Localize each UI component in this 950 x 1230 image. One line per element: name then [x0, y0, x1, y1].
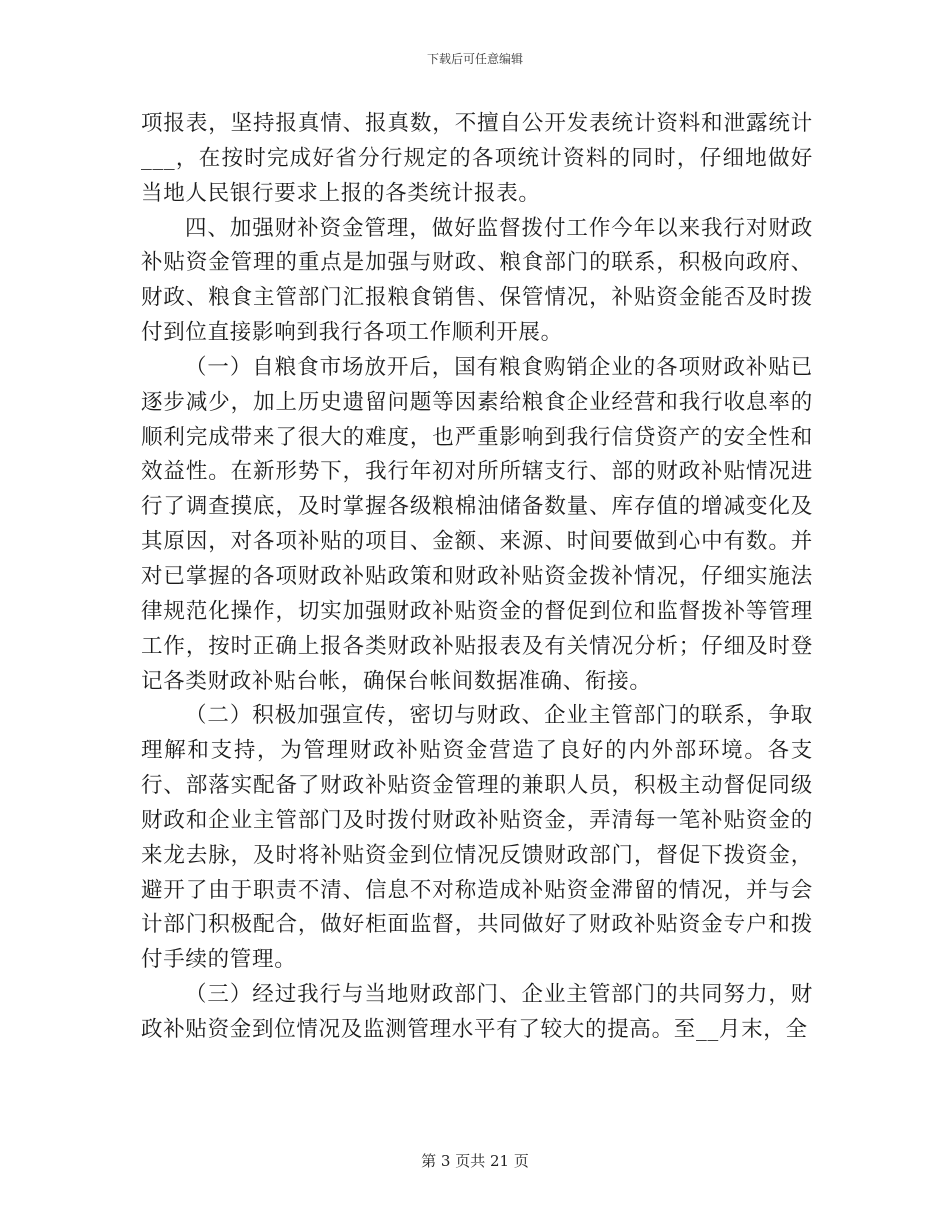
paragraph-continuation: 项报表，坚持报真情、报真数，不擅自公开发表统计资料和泄露统计___，在按时完成好省分行规定的各项统计资料的同时，仔细地做好当地人民银行要求上报的各类统计报表。 — [141, 111, 813, 206]
document-body — [141, 107, 813, 1048]
page-header-note: 下载后可任意编辑 — [426, 52, 523, 66]
paragraph-item-three: （三）经过我行与当地财政部门、企业主管部门的共同努力，财政补贴资金到位情况及监测管理水平有了较大的提高。至__月末，全 — [141, 982, 813, 1042]
paragraph-item-one: （一）自粮食市场放开后，国有粮食购销企业的各项财政补贴已逐步减少，加上历史遗留问题等因素给粮食企业经营和我行收息率的顺利完成带来了很大的难度，也严重影响到我行信贷资产的安全性和效益性。在新形势下，我行年初对所所辖支行、部的财政补贴情况进行了调查摸底，及时掌握各级粮棉油储备数量、库存值的增减变化及其原因，对各项补贴的项目、金额、来源、时间要做到心中有数。并对已掌握的各项财政补贴政策和财政补贴资金拨补情况，仔细实施法律规范化操作，切实加强财政补贴资金的督促到位和监督拨补等管理工作，按时正确上报各类财政补贴报表及有关情况分析；仔细及时登记各类财政补贴台帐，确保台帐间数据准确、衔接。 — [141, 354, 813, 694]
page-number-footer: 第 3 页共 21 页 — [421, 1152, 529, 1170]
paragraph-section-four: 四、加强财补资金管理，做好监督拨付工作今年以来我行对财政补贴资金管理的重点是加强与财政、粮食部门的联系，积极向政府、财政、粮食主管部门汇报粮食销售、保管情况，补贴资金能否及时拨付到位直接影响到我行各项工作顺利开展。 — [141, 215, 813, 346]
paragraph-item-two: （二）积极加强宣传，密切与财政、企业主管部门的联系，争取理解和支持，为管理财政补贴资金营造了良好的内外部环境。各支行、部落实配备了财政补贴资金管理的兼职人员，积极主动督促同级财政和企业主管部门及时拨付财政补贴资金，弄清每一笔补贴资金的来龙去脉，及时将补贴资金到位情况反馈财政部门，督促下拨资金，避开了由于职责不清、信息不对称造成补贴资金滞留的情况，并与会计部门积极配合，做好柜面监督，共同做好了财政补贴资金专户和拨付手续的管理。 — [141, 703, 813, 973]
